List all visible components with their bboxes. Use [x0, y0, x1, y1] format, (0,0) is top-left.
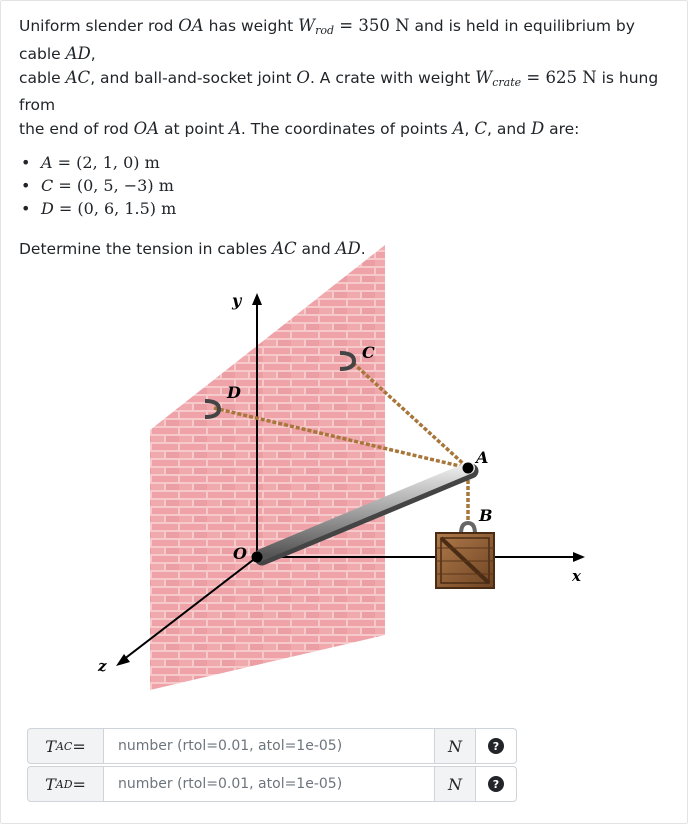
label-c: C: [362, 343, 375, 362]
tad-input[interactable]: [103, 766, 435, 802]
problem-text: Uniform slender rod OA has weight $W_{rod} = 350$ N and is held in equilibrium by cable AD, cable AC, and ball-and-socket joint O. A crate with weight $W_{crate} = 625$ N is hung from the end of rod OA at point A. The coordinates of points A, C, and D are:: [19, 16, 659, 138]
label-o: O: [233, 544, 247, 563]
tad-label: T AD =: [27, 766, 103, 802]
tac-help-button[interactable]: [476, 728, 517, 764]
point-d-coords: • D = (0, 6, 1.5) m: [41, 197, 674, 220]
joint-a: [463, 463, 474, 474]
question-prompt: Determine the tension in cables AC and AD.: [19, 239, 366, 258]
label-d: D: [227, 383, 241, 402]
label-x: x: [572, 567, 581, 585]
label-z: z: [98, 657, 107, 675]
label-y: y: [232, 291, 242, 310]
tac-label: T AC =: [27, 728, 103, 764]
tad-help-button[interactable]: [476, 766, 517, 802]
label-b: B: [479, 506, 493, 525]
question-mark-icon: ?: [488, 738, 504, 754]
answer-row-tac: [27, 728, 517, 764]
joint-o: [252, 552, 263, 563]
crate: [436, 533, 494, 588]
y-axis-arrow: [252, 293, 262, 305]
tac-unit: N: [435, 728, 476, 764]
label-a: A: [476, 448, 489, 467]
problem-statement: [19, 14, 674, 261]
question-mark-icon: ?: [488, 776, 504, 792]
x-axis-arrow: [573, 552, 585, 562]
answer-row-tad: [27, 766, 517, 802]
point-c-coords: • C = (0, 5, −3) m: [41, 174, 674, 197]
brick-wall: [150, 245, 385, 690]
point-a-coords: • A = (2, 1, 0) m: [41, 151, 674, 174]
tad-unit: N: [435, 766, 476, 802]
tac-input[interactable]: [103, 728, 435, 764]
coordinate-list: [19, 151, 674, 220]
rod-cable-diagram: [95, 235, 615, 695]
